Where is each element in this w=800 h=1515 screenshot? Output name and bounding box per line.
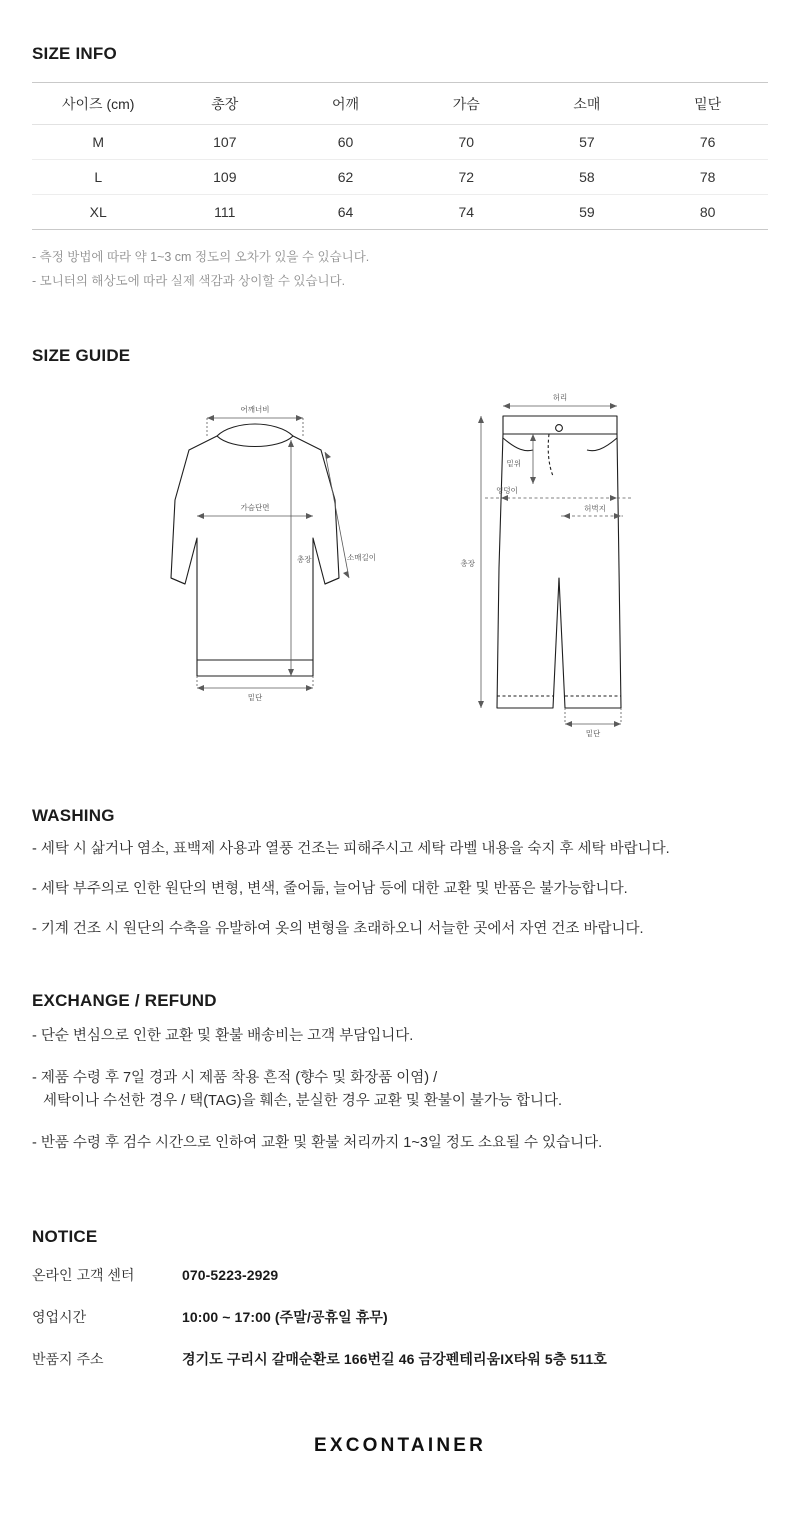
table-header-cell: 가슴	[406, 83, 527, 125]
exchange-refund-list	[32, 1025, 768, 1155]
table-cell: 59	[527, 195, 648, 230]
label-waist: 허리	[552, 392, 568, 402]
table-header-row	[32, 83, 768, 125]
exchange-item: - 반품 수령 후 검수 시간으로 인하여 교환 및 환불 처리까지 1~3일 정도 소요될 수 있습니다.	[32, 1135, 603, 1152]
table-header-cell: 사이즈 (cm)	[32, 83, 164, 125]
label-hip: 엉덩이	[496, 485, 518, 495]
table-row	[32, 125, 768, 160]
notice-rows	[32, 1265, 768, 1369]
notice-row	[32, 1265, 768, 1285]
exchange-refund-title: EXCHANGE / REFUND	[32, 990, 217, 1010]
table-cell: 80	[647, 195, 768, 230]
table-cell: 107	[164, 125, 285, 160]
table-cell: 111	[164, 195, 285, 230]
table-cell: 62	[285, 160, 406, 195]
table-cell: M	[32, 125, 164, 160]
size-guide-title: SIZE GUIDE	[32, 345, 131, 365]
washing-title: WASHING	[32, 805, 115, 825]
footer	[32, 1435, 768, 1515]
washing-item: - 기계 건조 시 원단의 수축을 유발하여 옷의 변형을 초래하오니 서늘한 곳에서 자연 건조 바랍니다.	[32, 921, 644, 938]
exchange-item-line2: 세탁이나 수선한 경우 / 택(TAG)을 훼손, 분실한 경우 교환 및 환불이 불가능 합니다.	[43, 1092, 563, 1109]
bottom-garment-diagram	[445, 388, 675, 748]
label-shoulder-width: 어깨너비	[240, 404, 270, 414]
label-chest-width: 가슴단면	[240, 502, 270, 512]
label-pants-hem: 밑단	[585, 728, 601, 738]
table-cell: 76	[647, 125, 768, 160]
top-garment-diagram	[125, 388, 385, 708]
table-cell: 57	[527, 125, 648, 160]
size-info-table	[32, 82, 768, 230]
table-cell: 109	[164, 160, 285, 195]
table-cell: 74	[406, 195, 527, 230]
table-header-cell: 밑단	[647, 83, 768, 125]
label-sleeve-length: 소매길이	[347, 552, 376, 562]
table-row	[32, 195, 768, 230]
exchange-item	[32, 1067, 768, 1112]
table-cell: 64	[285, 195, 406, 230]
notice-row	[32, 1349, 768, 1369]
washing-item: - 세탁 부주의로 인한 원단의 변형, 변색, 줄어듦, 늘어남 등에 대한 교환 및 반품은 불가능합니다.	[32, 880, 628, 897]
table-cell: 58	[527, 160, 648, 195]
notice-value-phone: 070-5223-2929	[182, 1266, 279, 1283]
table-cell: 72	[406, 160, 527, 195]
size-info-notes	[32, 246, 768, 294]
notice-title: NOTICE	[32, 1226, 98, 1246]
notice-value-hours: 10:00 ~ 17:00 (주말/공휴일 휴무)	[182, 1308, 388, 1325]
table-cell: L	[32, 160, 164, 195]
label-total-length: 총장	[297, 554, 312, 564]
table-cell: 78	[647, 160, 768, 195]
size-info-title: SIZE INFO	[32, 44, 117, 63]
size-info-note: - 측정 방법에 따라 약 1~3 cm 정도의 오차가 있을 수 있습니다.	[32, 250, 370, 264]
table-header-cell: 소매	[527, 83, 648, 125]
table-row	[32, 160, 768, 195]
table-header-cell: 어깨	[285, 83, 406, 125]
size-info-note: - 모니터의 해상도에 따라 실제 색감과 상이할 수 있습니다.	[32, 273, 346, 288]
notice-value-address: 경기도 구리시 갈매순환로 166번길 46 금강펜테리움IX타워 5층 511호	[182, 1350, 607, 1367]
label-pants-length: 총장	[460, 558, 475, 568]
label-thigh: 허벅지	[584, 503, 606, 513]
notice-label: 온라인 고객 센터	[32, 1266, 135, 1283]
exchange-item-line1: - 제품 수령 후 7일 경과 시 제품 착용 흔적 (향수 및 화장품 이염) /	[32, 1070, 438, 1087]
brand-logo: EXCONTAINER	[313, 1434, 487, 1456]
table-cell: 70	[406, 125, 527, 160]
table-cell: 60	[285, 125, 406, 160]
table-cell: XL	[32, 195, 164, 230]
notice-row	[32, 1307, 768, 1327]
exchange-item: - 단순 변심으로 인한 교환 및 환불 배송비는 고객 부담입니다.	[32, 1027, 414, 1044]
washing-list	[32, 838, 768, 941]
notice-label: 영업시간	[32, 1308, 87, 1325]
size-guide-diagrams	[32, 388, 768, 748]
label-hem-width: 밑단	[247, 692, 263, 702]
table-header-cell: 총장	[164, 83, 285, 125]
label-rise: 밑위	[506, 458, 521, 468]
notice-label: 반품지 주소	[32, 1350, 104, 1367]
washing-item: - 세탁 시 삶거나 염소, 표백제 사용과 열풍 건조는 피해주시고 세탁 라벨 내용을 숙지 후 세탁 바랍니다.	[32, 840, 670, 857]
